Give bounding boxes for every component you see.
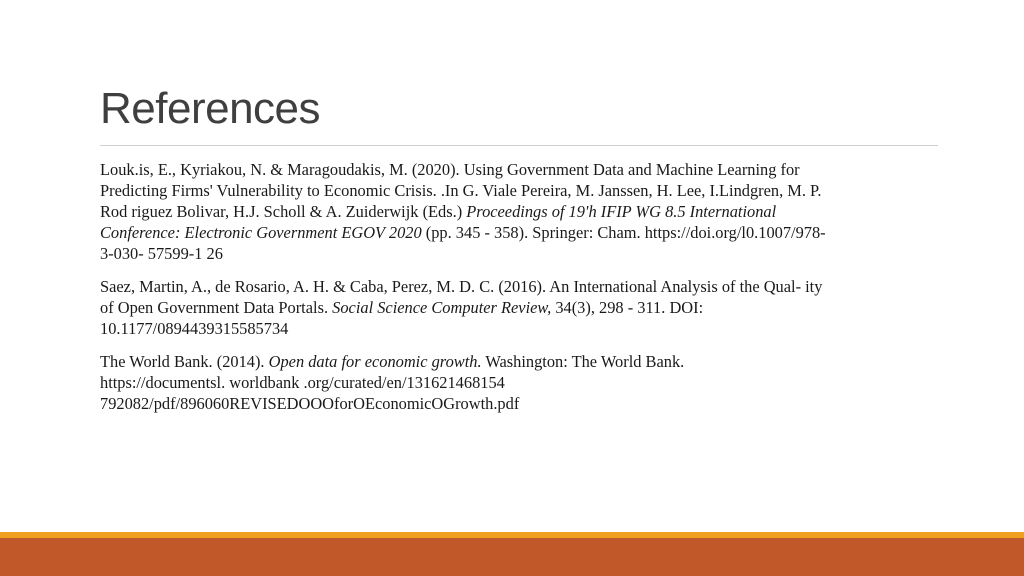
reference-line xyxy=(100,222,945,243)
reference-line xyxy=(100,180,945,201)
reference-line xyxy=(100,297,945,318)
reference-text: (pp. 345 - 358). Springer: Cham. https://doi.org/l0.1007/978- xyxy=(421,223,826,242)
reference-line xyxy=(100,243,945,264)
reference-line xyxy=(100,201,945,222)
reference-line xyxy=(100,393,945,414)
reference-text: Predicting Firms' Vulnerability to Economic Crisis. .In G. Viale Pereira, M. Janssen, H. Lee, I.Lindgren, M. P. xyxy=(100,181,822,200)
reference-italic-text: Conference: Electronic Government EGOV 2020 xyxy=(100,223,422,242)
reference-list xyxy=(100,159,945,426)
reference-text: 792082/pdf/896060REVISEDOOOforOEconomicOGrowth.pdf xyxy=(100,394,520,413)
reference-text: https://documentsl. worldbank .org/curated/en/131621468154 xyxy=(100,373,505,392)
reference-text: Louk.is, E., Kyriakou, N. & Maragoudakis, M. (2020). Using Government Data and Machine Learning for xyxy=(100,160,800,179)
reference-line xyxy=(100,318,945,339)
reference-italic-text: Social Science Computer Review, xyxy=(332,298,552,317)
reference-line xyxy=(100,372,945,393)
page-title: References xyxy=(100,84,321,133)
reference-line xyxy=(100,351,945,372)
reference-text: of Open Government Data Portals. xyxy=(100,298,333,317)
reference-line xyxy=(100,159,945,180)
reference-italic-text: Proceedings of 19'h IFIP WG 8.5 International xyxy=(466,202,777,221)
footer-band xyxy=(0,538,1024,576)
reference-text: Washington: The World Bank. xyxy=(481,352,685,371)
reference-italic-text: Open data for economic growth. xyxy=(268,352,482,371)
reference-text: Saez, Martin, A., de Rosario, A. H. & Caba, Perez, M. D. C. (2016). An International Analysis of the Qual- ity xyxy=(100,277,823,296)
reference-line xyxy=(100,276,945,297)
reference-text: 10.1177/0894439315585734 xyxy=(100,319,289,338)
reference-text: 34(3), 298 - 311. DOI: xyxy=(551,298,704,317)
reference-entry xyxy=(100,351,945,414)
reference-text: Rod riguez Bolivar, H.J. Scholl & A. Zuiderwijk (Eds.) xyxy=(100,202,467,221)
reference-text: 3-030- 57599-1 26 xyxy=(100,244,223,263)
reference-entry xyxy=(100,159,945,264)
title-divider xyxy=(100,145,938,146)
reference-entry xyxy=(100,276,945,339)
reference-text: The World Bank. (2014). xyxy=(100,352,269,371)
